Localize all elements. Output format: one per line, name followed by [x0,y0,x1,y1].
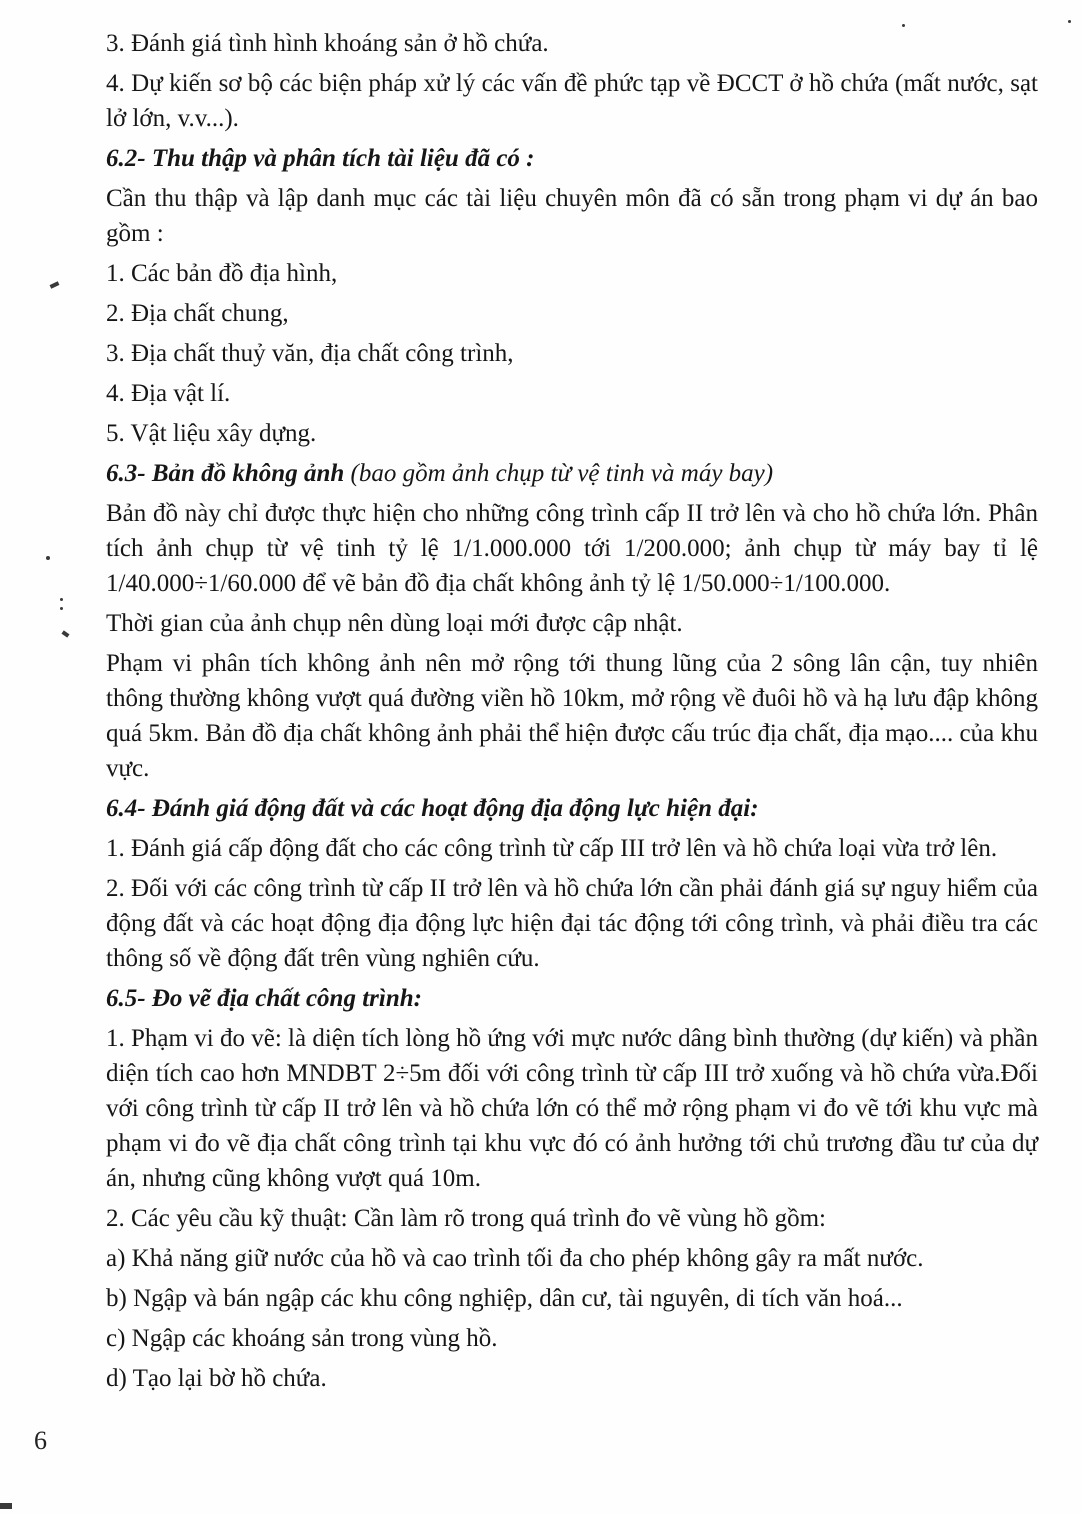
scan-artifact [60,598,63,601]
section-heading-6-4: 6.4- Đánh giá động đất và các hoạt động địa động lực hiện đại: [106,795,759,822]
doc-list-item-1: 1. Các bản đồ địa hình, [106,260,338,287]
scan-artifact [0,1503,12,1509]
doc-list-item-4: 4. Địa vật lí. [106,380,231,407]
section-heading-6-3-title: 6.3- Bản đồ không ảnh [106,460,351,487]
paragraph-technical-requirements: 2. Các yêu cầu kỹ thuật: Cần làm rõ trong quá trình đo vẽ vùng hồ gồm: [106,1205,826,1232]
paragraph-survey-scope: 1. Phạm vi đo vẽ: là diện tích lòng hồ ứng với mực nước dâng bình thường (dự kiến) và phần diện tích cao hơn MNDBT 2÷5m đối với công trình từ cấp III trở xuống và hồ chứa vừa.Đối với công trình từ cấp II trở lên và hồ chứa lớn có thể mở rộng phạm vi đo vẽ tới khu vực mà phạm vi đo vẽ địa chất công trình tại khu vực đó có ảnh hưởng tới chủ trương đầu tư của dự án, nhưng cũng không vượt quá 10m. [106,1025,1038,1192]
numbered-item-3: 3. Đánh giá tình hình khoáng sản ở hồ chứa. [106,30,549,57]
doc-list-item-3: 3. Địa chất thuỷ văn, địa chất công trình, [106,340,514,367]
paragraph-earthquake-1: 1. Đánh giá cấp động đất cho các công trình từ cấp III trở lên và hồ chứa loại vừa trở lên. [106,835,998,862]
doc-list-item-2: 2. Địa chất chung, [106,300,289,327]
scan-artifact [902,24,905,27]
doc-list-item-d: d) Tạo lại bờ hồ chứa. [106,1365,327,1392]
page-number: 6 [34,1426,47,1455]
paragraph-photo-recency: Thời gian của ảnh chụp nên dùng loại mới được cập nhật. [106,610,683,637]
doc-list-item-a: a) Khả năng giữ nước của hồ và cao trình tối đa cho phép không gây ra mất nước. [106,1245,924,1272]
paragraph-earthquake-2: 2. Đối với các công trình từ cấp II trở lên và hồ chứa lớn cần phải đánh giá sự nguy hiểm của động đất và các hoạt động địa động lực hiện đại tác động tới công trình, và phải điều tra các thông số về động đất trên vùng nghiên cứu. [106,875,1038,972]
doc-list-item-c: c) Ngập các khoáng sản trong vùng hồ. [106,1325,498,1352]
section-heading-6-3-note: (bao gồm ảnh chụp từ vệ tinh và máy bay) [350,460,774,487]
section-heading-6-3 [106,456,1038,491]
intro-paragraph: Cần thu thập và lập danh mục các tài liệu chuyên môn đã có sẵn trong phạm vi dự án bao gồm : [106,185,1038,247]
scan-artifact [61,630,69,637]
scan-artifact [46,556,50,560]
section-heading-6-2: 6.2- Thu thập và phân tích tài liệu đã có : [106,145,535,172]
paragraph-aerial-maps: Bản đồ này chỉ được thực hiện cho những công trình cấp II trở lên và cho hồ chứa lớn. Phân tích ảnh chụp từ vệ tinh tỷ lệ 1/1.000.000 tới 1/200.000; ảnh chụp từ máy bay tỉ lệ 1/40.000÷1/60.000 để vẽ bản đồ địa chất không ảnh tỷ lệ 1/50.000÷1/100.000. [106,500,1038,597]
scan-artifact [1068,20,1071,23]
document-body [106,26,1038,1401]
scan-artifact [50,281,60,288]
numbered-item-4: 4. Dự kiến sơ bộ các biện pháp xử lý các vấn đề phức tạp về ĐCCT ở hồ chứa (mất nước, sạt lở lớn, v.v...). [106,70,1038,132]
section-heading-6-5: 6.5- Đo vẽ địa chất công trình: [106,985,422,1012]
doc-list-item-5: 5. Vật liệu xây dựng. [106,420,317,447]
paragraph-analysis-scope: Phạm vi phân tích không ảnh nên mở rộng tới thung lũng của 2 sông lân cận, tuy nhiên thông thường không vượt quá đường viền hồ 10km, mở rộng về đuôi hồ và hạ lưu đập không quá 5km. Bản đồ địa chất không ảnh phải thể hiện được cấu trúc địa chất, địa mạo.... của khu vực. [106,650,1038,782]
doc-list-item-b: b) Ngập và bán ngập các khu công nghiệp, dân cư, tài nguyên, di tích văn hoá... [106,1285,903,1312]
